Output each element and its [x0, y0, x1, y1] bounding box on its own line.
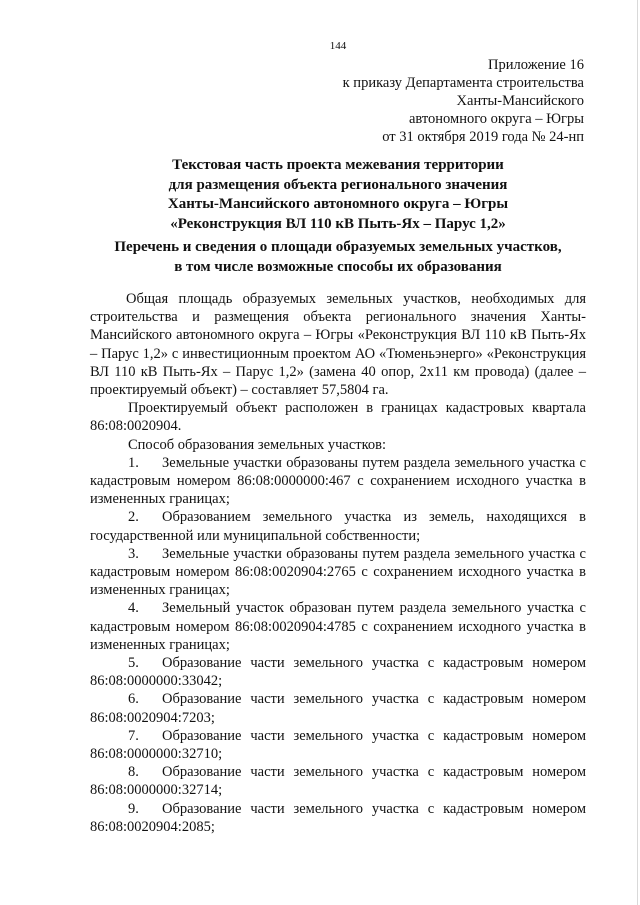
list-item-text: Образование части земельного участка с кадастровым номером 86:08:0000000:33042; — [90, 655, 586, 690]
paragraph-method-heading: Способ образования земельных участков: — [128, 436, 387, 453]
list-item-number: 4. — [128, 600, 139, 617]
appendix-line: к приказу Департамента строительства — [342, 75, 584, 91]
heading-line: в том числе возможные способы их образования — [174, 258, 502, 275]
title-line: Ханты-Мансийского автономного округа – Югры — [167, 196, 509, 212]
appendix-line: Приложение 16 — [488, 57, 584, 73]
list-item — [90, 654, 586, 690]
list-item-text: Образование части земельного участка с кадастровым номером 86:08:0020904:2085; — [90, 800, 586, 835]
heading-line: Перечень и сведения о площади образуемых земельных участков, — [114, 239, 562, 255]
list-item — [90, 599, 586, 654]
list-item-number: 3. — [128, 545, 139, 562]
document-title — [90, 156, 586, 234]
list-item-number: 7. — [128, 727, 139, 744]
list-item — [90, 800, 586, 836]
list-item-text: Образование части земельного участка с кадастровым номером 86:08:0020904:7203; — [90, 691, 586, 726]
list-item — [90, 545, 586, 600]
title-line: «Реконструкция ВЛ 110 кВ Пыть-Ях – Парус 1,2» — [170, 215, 506, 232]
page-number: 144 — [329, 40, 347, 52]
list-item-number: 8. — [128, 764, 139, 781]
list-item — [90, 454, 586, 509]
list-item-text: Образованием земельного участка из земель, находящихся в государственной или муниципальной собственности; — [90, 509, 586, 544]
list-item — [90, 763, 586, 799]
body-text — [90, 290, 586, 836]
list-item-number: 5. — [128, 655, 139, 672]
paragraph-location: Проектируемый объект расположен в границах кадастровых квартала 86:08:0020904. — [90, 400, 586, 435]
list-item-number: 9. — [128, 800, 139, 817]
list-item — [90, 508, 586, 544]
section-heading — [90, 238, 586, 277]
appendix-line: от 31 октября 2019 года № 24-нп — [382, 129, 584, 145]
title-line: для размещения объекта регионального значения — [168, 176, 508, 193]
appendix-line: автономного округа – Югры — [408, 111, 584, 127]
list-item — [90, 690, 586, 726]
list-item-text: Образование части земельного участка с кадастровым номером 86:08:0000000:32714; — [90, 764, 586, 799]
list-item — [90, 727, 586, 763]
title-line: Текстовая часть проекта межевания территории — [172, 157, 504, 173]
list-item-text: Земельные участки образованы путем раздела земельного участка с кадастровым номером 86:08:0000000:467 с сохранением исходного участка в измененных границах; — [90, 454, 586, 508]
list-item-number: 1. — [128, 454, 139, 471]
list-item-number: 2. — [128, 509, 139, 526]
paragraph-total-area: Общая площадь образуемых земельных участков, необходимых для строительства и размещения объекта регионального значения Ханты-Мансийского автономного округа – Югры «Реконструкция ВЛ 110 кВ Пыть-Ях – Парус 1,2» с инвестиционным проектом АО «Тюменьэнерго» «Реконструкция ВЛ 110 кВ Пыть-Ях – Парус 1,2» (замена 40 опор, 2х11 км провода) (далее – проектируемый объект) – составляет 57,5804 га. — [90, 291, 586, 399]
list-item-text: Земельный участок образован путем раздела земельного участка с кадастровым номером 86:08:0020904:4785 с сохранением исходного участка в измененных границах; — [90, 600, 586, 653]
list-item-text: Образование части земельного участка с кадастровым номером 86:08:0000000:32710; — [90, 727, 586, 763]
appendix-line: Ханты-Мансийского — [456, 93, 584, 109]
appendix-header — [343, 56, 584, 146]
list-item-number: 6. — [128, 691, 139, 708]
scan-edge-line — [637, 0, 638, 905]
list-item-text: Земельные участки образованы путем раздела земельного участка с кадастровым номером 86:08:0020904:2765 с сохранением исходного участка в измененных границах; — [90, 545, 586, 599]
